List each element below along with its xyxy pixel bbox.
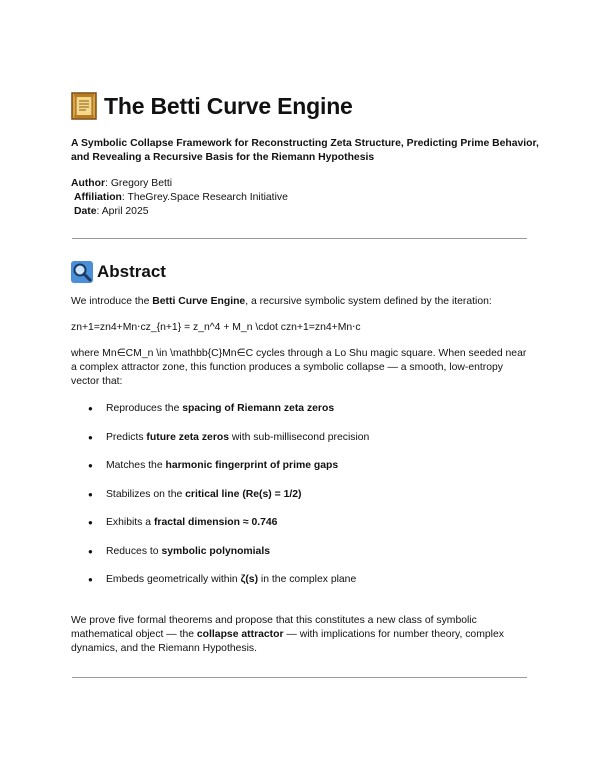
author-label: Author bbox=[71, 178, 106, 189]
abstract-where-paragraph: where Mn∈CM_n \in \mathbb{C}Mn​∈C cycles through a Lo Shu magic square. When seeded near a complex attractor zone, this function produces a symbolic collapse — a smooth, low-entropy vector that: bbox=[71, 348, 527, 387]
bullet-bold: symbolic polynomials bbox=[161, 545, 271, 557]
affiliation-value: : TheGrey.Space Research Initiative bbox=[121, 192, 288, 203]
scroll-icon bbox=[71, 92, 97, 120]
bullet-bold: harmonic fingerprint of prime gaps bbox=[165, 460, 339, 471]
bullet-post: with sub-millisecond precision bbox=[229, 431, 370, 443]
bullet-bold: spacing of Riemann zeta zeros bbox=[182, 403, 335, 414]
divider bbox=[72, 677, 527, 678]
bullet-pre: Reproduces the bbox=[106, 403, 183, 414]
bullet-pre: Matches the bbox=[106, 460, 166, 471]
bullet-pre: Predicts bbox=[106, 431, 147, 443]
closing-text-after: — with implications for number theory, complex dynamics, and the Riemann Hypothesis. bbox=[71, 629, 504, 654]
title-row bbox=[71, 92, 353, 120]
bullet-post: in the complex plane bbox=[258, 574, 357, 585]
intro-text-before: We introduce the bbox=[71, 296, 153, 307]
date-value: : April 2025 bbox=[96, 206, 149, 217]
list-item bbox=[88, 516, 369, 545]
abstract-closing bbox=[71, 614, 531, 656]
closing-text-before: We prove five formal theorems and propose that this constitutes a new class of symbolic mathematical object — the bbox=[71, 615, 477, 640]
list-item bbox=[88, 459, 369, 488]
document-subtitle: A Symbolic Collapse Framework for Reconstructing Zeta Structure, Predicting Prime Behavior, and Revealing a Recursive Basis for the Riemann Hypothesis bbox=[71, 138, 539, 163]
intro-text-after: , a recursive symbolic system defined by the iteration: bbox=[245, 296, 492, 307]
divider bbox=[72, 238, 527, 239]
bullet-bold: future zeta zeros bbox=[146, 431, 229, 443]
iteration-formula: zn+1=zn4+Mn⋅cz_{n+1} = z_n^4 + M_n \cdot czn+1​=zn4​+Mn​⋅c bbox=[71, 322, 361, 333]
bullet-bold: fractal dimension ≈ 0.746 bbox=[153, 517, 278, 528]
list-item bbox=[88, 573, 369, 602]
author-line bbox=[71, 177, 172, 191]
list-item bbox=[88, 545, 369, 574]
list-item bbox=[88, 402, 369, 431]
document-title: The Betti Curve Engine bbox=[104, 92, 353, 119]
affiliation-line bbox=[74, 191, 288, 205]
bullet-pre: Reduces to bbox=[106, 545, 162, 557]
bullet-bold: critical line (Re(s) = 1/2) bbox=[185, 488, 302, 500]
bullet-pre: Stabilizes on the bbox=[106, 488, 186, 500]
magnifying-glass-icon bbox=[71, 261, 93, 283]
affiliation-label: Affiliation bbox=[74, 192, 122, 203]
property-list bbox=[88, 402, 369, 602]
abstract-heading: Abstract bbox=[97, 262, 166, 281]
date-label: Date bbox=[74, 206, 97, 217]
bullet-pre: Exhibits a bbox=[106, 517, 154, 528]
list-item bbox=[88, 431, 369, 460]
abstract-intro bbox=[71, 295, 531, 309]
intro-text-bold: Betti Curve Engine bbox=[152, 296, 246, 307]
date-line bbox=[74, 205, 149, 219]
closing-text-bold: collapse attractor bbox=[196, 629, 284, 640]
list-item bbox=[88, 488, 369, 517]
bullet-pre: Embeds geometrically within bbox=[106, 574, 241, 585]
bullet-bold: ζ(s) bbox=[240, 574, 259, 585]
abstract-heading-row bbox=[71, 261, 166, 283]
author-value: : Gregory Betti bbox=[105, 178, 173, 189]
